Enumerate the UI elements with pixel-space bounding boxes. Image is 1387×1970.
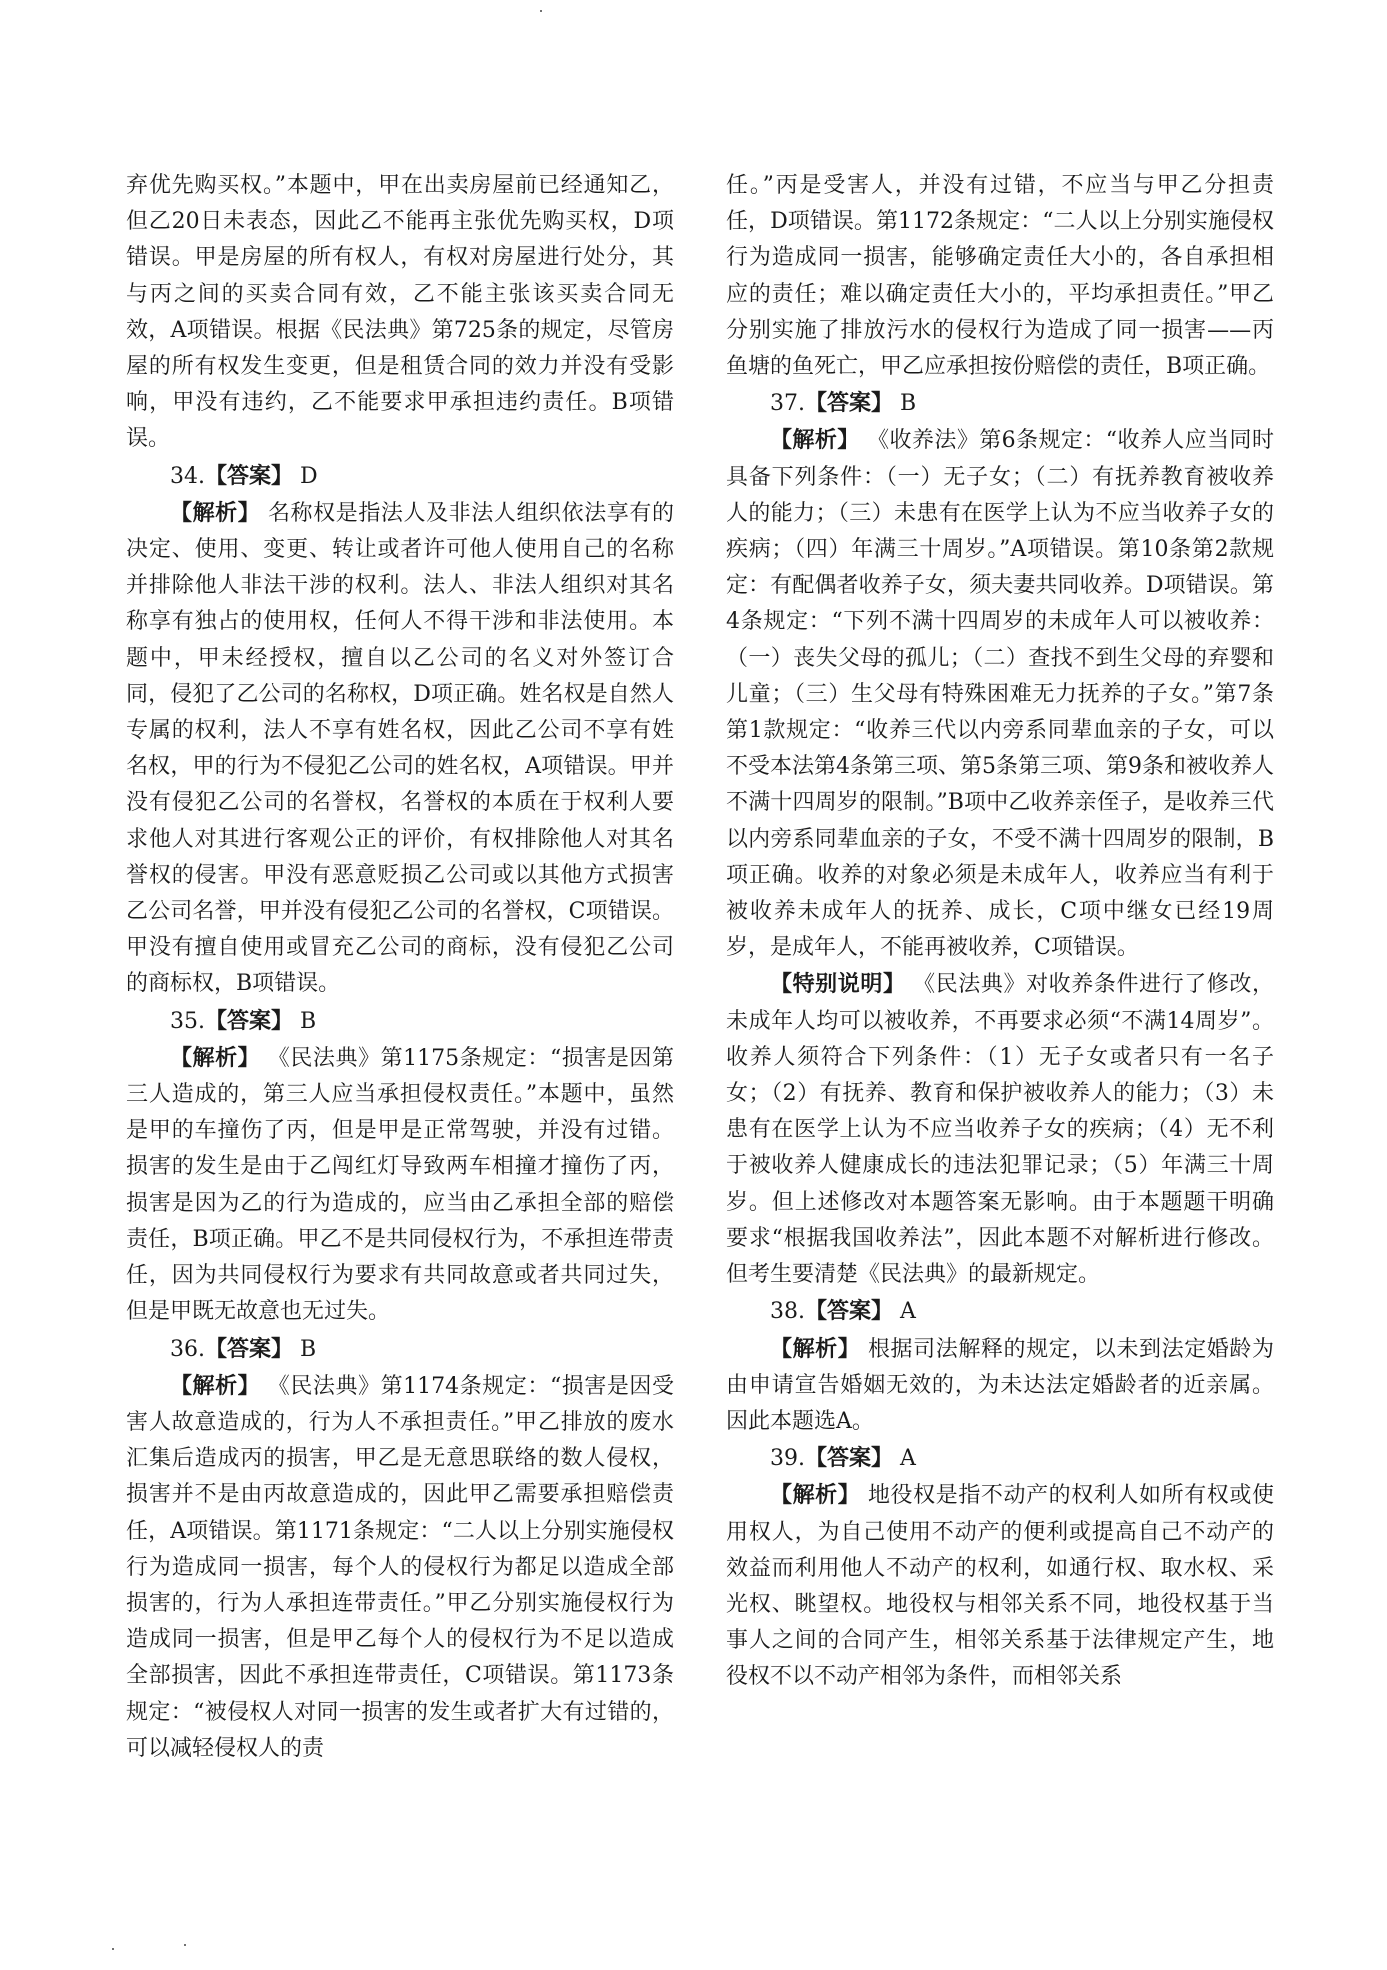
question-number: 35. bbox=[170, 1008, 205, 1034]
analysis-label: 【解析】 bbox=[770, 1482, 861, 1509]
answer-35 bbox=[126, 1003, 674, 1040]
analysis-text: 名称权是指法人及非法人组织依法享有的决定、使用、变更、转让或者许可他人使用自己的名称并排除他人非法干涉的权利。法人、非法人组织对其名称享有独占的使用权，任何人不得干涉和非法使用。本题中，甲未经授权，擅自以乙公司的名义对外签订合同，侵犯了乙公司的名称权，D项正确。姓名权是自然人专属的权利，法人不享有姓名权，因此乙公司不享有姓名权，甲的行为不侵犯乙公司的姓名权，A项错误。甲并没有侵犯乙公司的名誉权，名誉权的本质在于权利人要求他人对其进行客观公正的评价，有权排除他人对其名誉权的侵害。甲没有恶意贬损乙公司或以其他方式损害乙公司名誉，甲并没有侵犯乙公司的名誉权，C项错误。甲没有擅自使用或冒充乙公司的商标，没有侵犯乙公司的商标权，B项错误。 bbox=[126, 500, 674, 997]
question-number: 38. bbox=[770, 1299, 805, 1325]
answer-label: 【答案】 bbox=[805, 390, 894, 417]
answer-label: 【答案】 bbox=[805, 1298, 894, 1325]
left-column bbox=[126, 168, 674, 1767]
answer-label: 【答案】 bbox=[805, 1445, 894, 1472]
scan-speck bbox=[184, 1944, 186, 1946]
analysis-35 bbox=[126, 1040, 674, 1331]
paragraph-text: 弃优先购买权。”本题中，甲在出卖房屋前已经通知乙，但乙20日未表态，因此乙不能再主张优先购买权，D项错误。甲是房屋的所有权人，有权对房屋进行处分，其与丙之间的买卖合同有效，乙不能主张该买卖合同无效，A项错误。根据《民法典》第725条的规定，尽管房屋的所有权发生变更，但是租赁合同的效力并没有受影响，甲没有违约，乙不能要求甲承担违约责任。B项错误。 bbox=[126, 173, 674, 452]
answer-label: 【答案】 bbox=[205, 1335, 294, 1362]
analysis-label: 【解析】 bbox=[770, 427, 860, 454]
answer-label: 【答案】 bbox=[205, 462, 294, 489]
analysis-38 bbox=[726, 1331, 1274, 1441]
special-note-text: 《民法典》对收养条件进行了修改，未成年人均可以被收养，不再要求必须“不满14周岁”。收养人须符合下列条件：（1）无子女或者只有一名子女；（2）有抚养、教育和保护被收养人的能力；（3）未患有在医学上认为不应当收养子女的疾病；（4）无不利于被收养人健康成长的违法犯罪记录；（5）年满三十周岁。但上述修改对本题答案无影响。由于本题题干明确要求“根据我国收养法”，因此本题不对解析进行修改。但考生要清楚《民法典》的最新规定。 bbox=[726, 972, 1274, 1288]
analysis-label: 【解析】 bbox=[770, 1335, 861, 1362]
answer-38 bbox=[726, 1293, 1274, 1330]
answer-value: B bbox=[893, 391, 917, 417]
analysis-label: 【解析】 bbox=[170, 1044, 261, 1071]
analysis-37 bbox=[726, 422, 1274, 966]
paragraph-continuation bbox=[126, 168, 674, 458]
answer-36 bbox=[126, 1331, 674, 1368]
answer-value: A bbox=[893, 1299, 916, 1325]
special-note-label: 【特别说明】 bbox=[770, 971, 906, 998]
analysis-34 bbox=[126, 495, 674, 1003]
paragraph-text: 任。”丙是受害人，并没有过错，不应当与甲乙分担责任，D项错误。第1172条规定：“二人以上分别实施侵权行为造成同一损害，能够确定责任大小的，各自承担相应的责任；难以确定责任大小的，平均承担责任。”甲乙分别实施了排放污水的侵权行为造成了同一损害——丙鱼塘的鱼死亡，甲乙应承担按份赔偿的责任，B项正确。 bbox=[726, 173, 1274, 380]
scan-speck bbox=[540, 10, 542, 12]
right-column bbox=[726, 168, 1274, 1696]
analysis-label: 【解析】 bbox=[170, 1372, 261, 1399]
answer-value: B bbox=[293, 1336, 317, 1362]
question-number: 37. bbox=[770, 391, 805, 417]
analysis-label: 【解析】 bbox=[170, 499, 261, 526]
answer-37 bbox=[726, 385, 1274, 422]
question-number: 34. bbox=[170, 463, 205, 489]
question-number: 39. bbox=[770, 1446, 805, 1472]
analysis-text: 《民法典》第1175条规定：“损害是因第三人造成的，第三人应当承担侵权责任。”本题中，虽然是甲的车撞伤了丙，但是甲是正常驾驶，并没有过错。损害的发生是由于乙闯红灯导致两车相撞才撞伤了丙，损害是因为乙的行为造成的，应当由乙承担全部的赔偿责任，B项正确。甲乙不是共同侵权行为，不承担连带责任，因为共同侵权行为要求有共同故意或者共同过失，但是甲既无故意也无过失。 bbox=[126, 1045, 674, 1325]
answer-value: B bbox=[293, 1008, 317, 1034]
analysis-text: 根据司法解释的规定，以未到法定婚龄为由申请宣告婚姻无效的，为未达法定婚龄者的近亲属。因此本题选A。 bbox=[726, 1336, 1274, 1434]
analysis-text: 《民法典》第1174条规定：“损害是因受害人故意造成的，行为人不承担责任。”甲乙排放的废水汇集后造成丙的损害，甲乙是无意思联络的数人侵权，损害并不是由丙故意造成的，因此甲乙需要承担赔偿责任，A项错误。第1171条规定：“二人以上分别实施侵权行为造成同一损害，每个人的侵权行为都足以造成全部损害的，行为人承担连带责任。”甲乙分别实施侵权行为造成同一损害，但是甲乙每个人的侵权行为不足以造成全部损害，因此不承担连带责任，C项错误。第1173条规定：“被侵权人对同一损害的发生或者扩大有过错的，可以减轻侵权人的责 bbox=[126, 1373, 674, 1761]
answer-39 bbox=[726, 1440, 1274, 1477]
answer-34 bbox=[126, 458, 674, 495]
answer-label: 【答案】 bbox=[205, 1007, 294, 1034]
analysis-text: 地役权是指不动产的权利人如所有权或使用权人，为自己使用不动产的便利或提高自己不动产的效益而利用他人不动产的权利，如通行权、取水权、采光权、眺望权。地役权与相邻关系不同，地役权基于当事人之间的合同产生，相邻关系基于法律规定产生，地役权不以不动产相邻为条件，而相邻关系 bbox=[726, 1483, 1274, 1690]
scan-speck bbox=[112, 1948, 114, 1950]
answer-value: A bbox=[893, 1446, 916, 1472]
paragraph-continuation bbox=[726, 168, 1274, 385]
analysis-36 bbox=[126, 1368, 674, 1767]
special-note-37 bbox=[726, 966, 1274, 1293]
answer-value: D bbox=[293, 463, 318, 489]
question-number: 36. bbox=[170, 1336, 205, 1362]
analysis-text: 《收养法》第6条规定：“收养人应当同时具备下列条件：（一）无子女；（二）有抚养教育被收养人的能力；（三）未患有在医学上认为不应当收养子女的疾病；（四）年满三十周岁。”A项错误。第10条第2款规定：有配偶者收养子女，须夫妻共同收养。D项错误。第4条规定：“下列不满十四周岁的未成年人可以被收养：（一）丧失父母的孤儿；（二）查找不到生父母的弃婴和儿童；（三）生父母有特殊困难无力抚养的子女。”第7条第1款规定：“收养三代以内旁系同辈血亲的子女，可以不受本法第4条第三项、第5条第三项、第9条和被收养人不满十四周岁的限制。”B项中乙收养亲侄子，是收养三代以内旁系同辈血亲的子女，不受不满十四周岁的限制，B项正确。收养的对象必须是未成年人，收养应当有利于被收养未成年人的抚养、成长，C项中继女已经19周岁，是成年人，不能再被收养，C项错误。 bbox=[726, 428, 1274, 961]
analysis-39 bbox=[726, 1477, 1274, 1695]
